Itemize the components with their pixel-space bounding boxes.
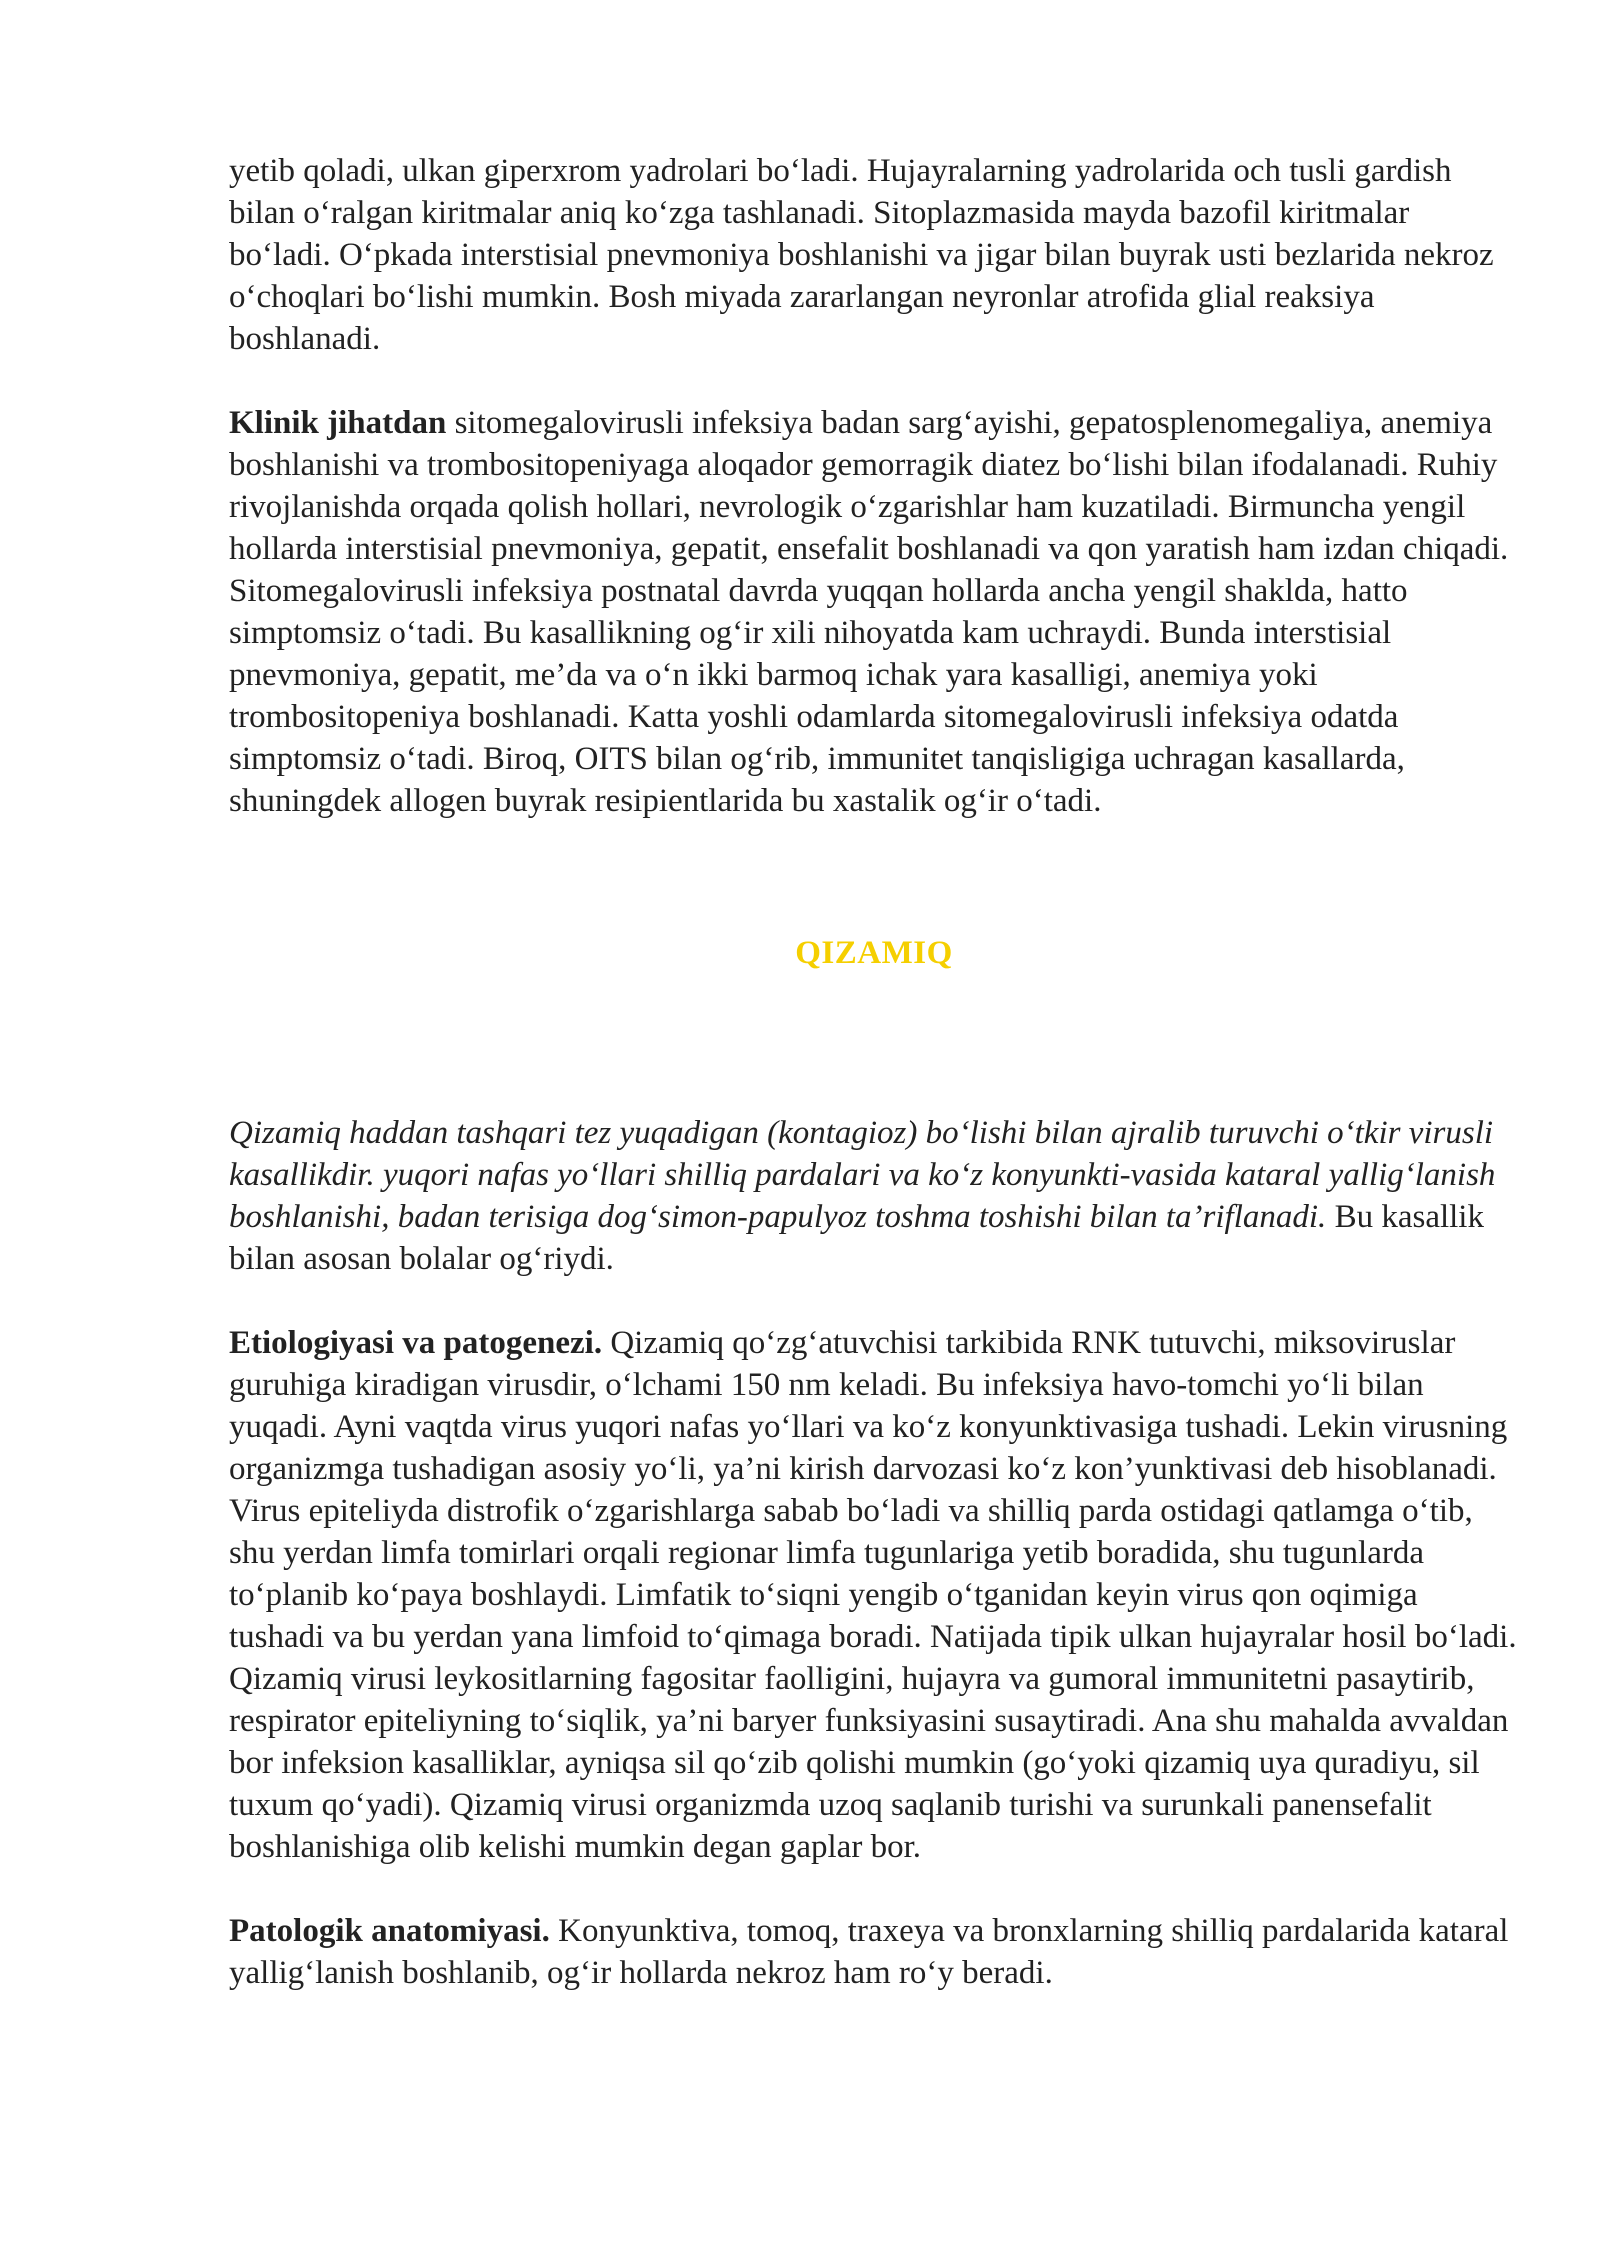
intro-definition: Qizamiq haddan tashqari tez yuqadigan (kontagioz) boʻlishi bilan ajralib turuvchi oʻtkir virusli kasallikdir. yuqori nafas yoʻllari shilliq pardalari va koʻz konyunkti-vasida kataral yalligʻlanish boshlanishi, badan terisiga dogʻsimon-papulyoz toshma toshishi bilan ta’riflanadi. — [229, 1115, 1496, 1235]
pathology-text: Konyunktiva, tomoq, traxeya va bronxlarning shilliq pardalarida kataral yalligʻlanish boshlanib, ogʻir hollarda nekroz ham roʻy beradi. — [229, 1913, 1509, 1991]
intro-text: Bu kasallik bilan asosan bolalar ogʻriydi. — [229, 1199, 1484, 1277]
paragraph-clinical — [229, 402, 1519, 822]
section-heading-block — [229, 822, 1519, 1112]
clinical-text: sitomegalovirusli infeksiya badan sargʻayishi, gepatosplenomegaliya, anemiya boshlanishi va trombositopeniyaga aloqador gemorragik diatez boʻlishi bilan ifodalanadi. Ruhiy rivojlanishda orqada qolish hollari, nevrologik oʻzgarishlar ham kuzatiladi. Birmuncha yengil hollarda interstisial pnevmoniya, gepatit, ensefalit boshlanadi va qon yaratish ham izdan chiqadi. Sitomegalovirusli infeksiya postnatal davrda yuqqan hollarda ancha yengil shaklda, hatto simptomsiz oʻtadi. Bu kasallikning ogʻir xili nihoyatda kam uchraydi. Bunda interstisial pnevmoniya, gepatit, me’da va oʻn ikki barmoq ichak yara kasalligi, anemiya yoki trombositopeniya boshlanadi. Katta yoshli odamlarda sitomegalovirusli infeksiya odatda simptomsiz oʻtadi. Biroq, OITS bilan ogʻrib, immunitet tanqisligiga uchragan kasallarda, shuningdek allogen buyrak resipientlarida bu xastalik ogʻir oʻtadi. — [229, 405, 1509, 819]
paragraph-pathology — [229, 1910, 1519, 1994]
pathology-label: Patologik anatomiyasi. — [229, 1913, 550, 1949]
paragraph-etiology — [229, 1322, 1519, 1868]
paragraph-intro — [229, 1112, 1519, 1280]
document-body — [229, 150, 1519, 1994]
section-title: QIZAMIQ — [795, 935, 953, 971]
clinical-label: Klinik jihatdan — [229, 405, 447, 441]
paragraph-continuation: yetib qoladi, ulkan giperxrom yadrolari boʻladi. Hujayralarning yadrolarida och tusli gardish bilan oʻralgan kiritmalar aniq koʻzga tashlanadi. Sitoplazmasida mayda bazofil kiritmalar boʻladi. Oʻpkada interstisial pnevmoniya boshlanishi va jigar bilan buyrak usti bezlarida nekroz oʻchoqlari boʻlishi mumkin. Bosh miyada zararlangan neyronlar atrofida glial reaksiya boshlanadi. — [229, 153, 1494, 357]
etiology-label: Etiologiyasi va patogenezi. — [229, 1325, 603, 1361]
etiology-text: Qizamiq qoʻzgʻatuvchisi tarkibida RNK tutuvchi, miksoviruslar guruhiga kiradigan virusdir, oʻlchami 150 nm keladi. Bu infeksiya havo-tomchi yoʻli bilan yuqadi. Ayni vaqtda virus yuqori nafas yoʻllari va koʻz konyunktivasiga tushadi. Lekin virusning organizmga tushadigan asosiy yoʻli, ya’ni kirish darvozasi koʻz kon’yunktivasi deb hisoblanadi. Virus epiteliyda distrofik oʻzgarishlarga sabab boʻladi va shilliq parda ostidagi qatlamga oʻtib, shu yerdan limfa tomirlari orqali regionar limfa tugunlariga yetib boradida, shu tugunlarda toʻplanib koʻpaya boshlaydi. Limfatik toʻsiqni yengib oʻtganidan keyin virus qon oqimiga tushadi va bu yerdan yana limfoid toʻqimaga boradi. Natijada tipik ulkan hujayralar hosil boʻladi. Qizamiq virusi leykositlarning fagositar faolligini, hujayra va gumoral immunitetni pasaytirib, respirator epiteliyning toʻsiqlik, ya’ni baryer funksiyasini susaytiradi. Ana shu mahalda avvaldan bor infeksion kasalliklar, ayniqsa sil qoʻzib qolishi mumkin (goʻyoki qizamiq uya quradiyu, sil tuxum qoʻyadi). Qizamiq virusi organizmda uzoq saqlanib turishi va surunkali panensefalit boshlanishiga olib kelishi mumkin degan gaplar bor. — [229, 1325, 1517, 1865]
